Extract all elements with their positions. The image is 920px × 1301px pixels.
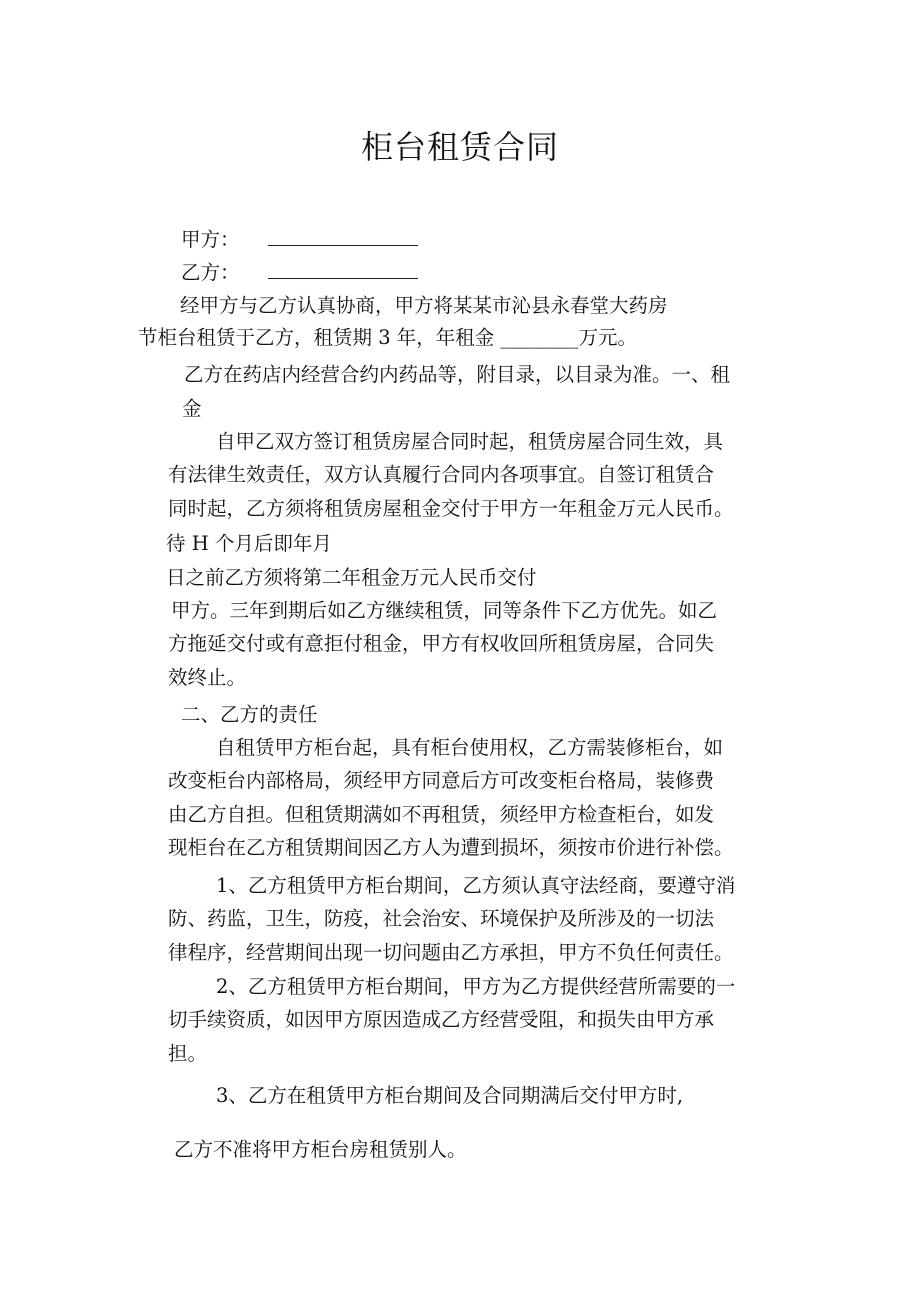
text-line: 效终止。 bbox=[168, 666, 247, 689]
document-title: 柜台租赁合同 bbox=[360, 128, 559, 166]
text-line: 改变柜台内部格局，须经甲方同意后方可改变柜台格局，装修费 bbox=[168, 769, 715, 792]
party-b-blank-line bbox=[268, 260, 418, 279]
party-b-label: 乙方： bbox=[181, 261, 240, 284]
text-line: 节柜台租赁于乙方，租赁期 3 年，年租金 ________万元。 bbox=[138, 326, 638, 349]
text-line: 现柜台在乙方租赁期间因乙方人为遭到损坏，须按市价进行补偿。 bbox=[168, 836, 734, 859]
text-line: 3、乙方在租赁甲方柜台期间及合同期满后交付甲方时, bbox=[216, 1084, 684, 1107]
text-line: 防、药监，卫生，防疫，社会治安、环境保护及所涉及的一切法 bbox=[168, 907, 715, 930]
text-line: 自甲乙双方签订租赁房屋合同时起，租赁房屋合同生效，具 bbox=[216, 430, 724, 453]
text-line: 待 H 个月后即年月 bbox=[166, 532, 332, 555]
text-line: 乙方在药店内经营合约内药品等，附目录，以目录为准。一、租 bbox=[184, 363, 731, 386]
text-line: 经甲方与乙方认真协商，甲方将某某市沁县永春堂大药房 bbox=[180, 294, 668, 317]
text-line: 担。 bbox=[168, 1042, 208, 1065]
text-line: 有法律生效责任，双方认真履行合同内各项事宜。自签订租赁合 bbox=[168, 463, 715, 486]
text-line: 由乙方自担。但租赁期满如不再租赁，须经甲方检查柜台，如发 bbox=[168, 803, 715, 826]
party-a-label: 甲方： bbox=[181, 228, 240, 251]
text-line: 自租赁甲方柜台起，具有柜台使用权，乙方需装修柜台，如 bbox=[216, 736, 724, 759]
text-line: 同时起，乙方须将租赁房屋租金交付于甲方一年租金万元人民币。 bbox=[168, 497, 734, 520]
text-line: 甲方。三年到期后如乙方继续租赁，同等条件下乙方优先。如乙 bbox=[171, 599, 718, 622]
text-line: 日之前乙方须将第二年租金万元人民币交付 bbox=[166, 566, 537, 589]
text-line: 2、乙方租赁甲方柜台期间，甲方为乙方提供经营所需要的一 bbox=[216, 975, 736, 998]
party-a-row bbox=[181, 226, 418, 254]
text-line: 乙方不准将甲方柜台房租赁别人。 bbox=[174, 1138, 467, 1161]
text-line: 律程序，经营期间出现一切问题由乙方承担，甲方不负任何责任。 bbox=[168, 941, 734, 964]
section-heading: 二、乙方的责任 bbox=[181, 703, 318, 726]
text-line: 方拖延交付或有意拒付租金，甲方有权收回所租赁房屋，合同失 bbox=[168, 632, 715, 655]
text-line: 金 bbox=[182, 397, 202, 420]
text-line: 切手续资质，如因甲方原因造成乙方经营受阻，和损失由甲方承 bbox=[168, 1008, 715, 1031]
text-line: 1、乙方租赁甲方柜台期间，乙方须认真守法经商，要遵守消 bbox=[216, 874, 736, 897]
party-b-row bbox=[181, 259, 418, 287]
party-a-blank-line bbox=[268, 227, 418, 246]
